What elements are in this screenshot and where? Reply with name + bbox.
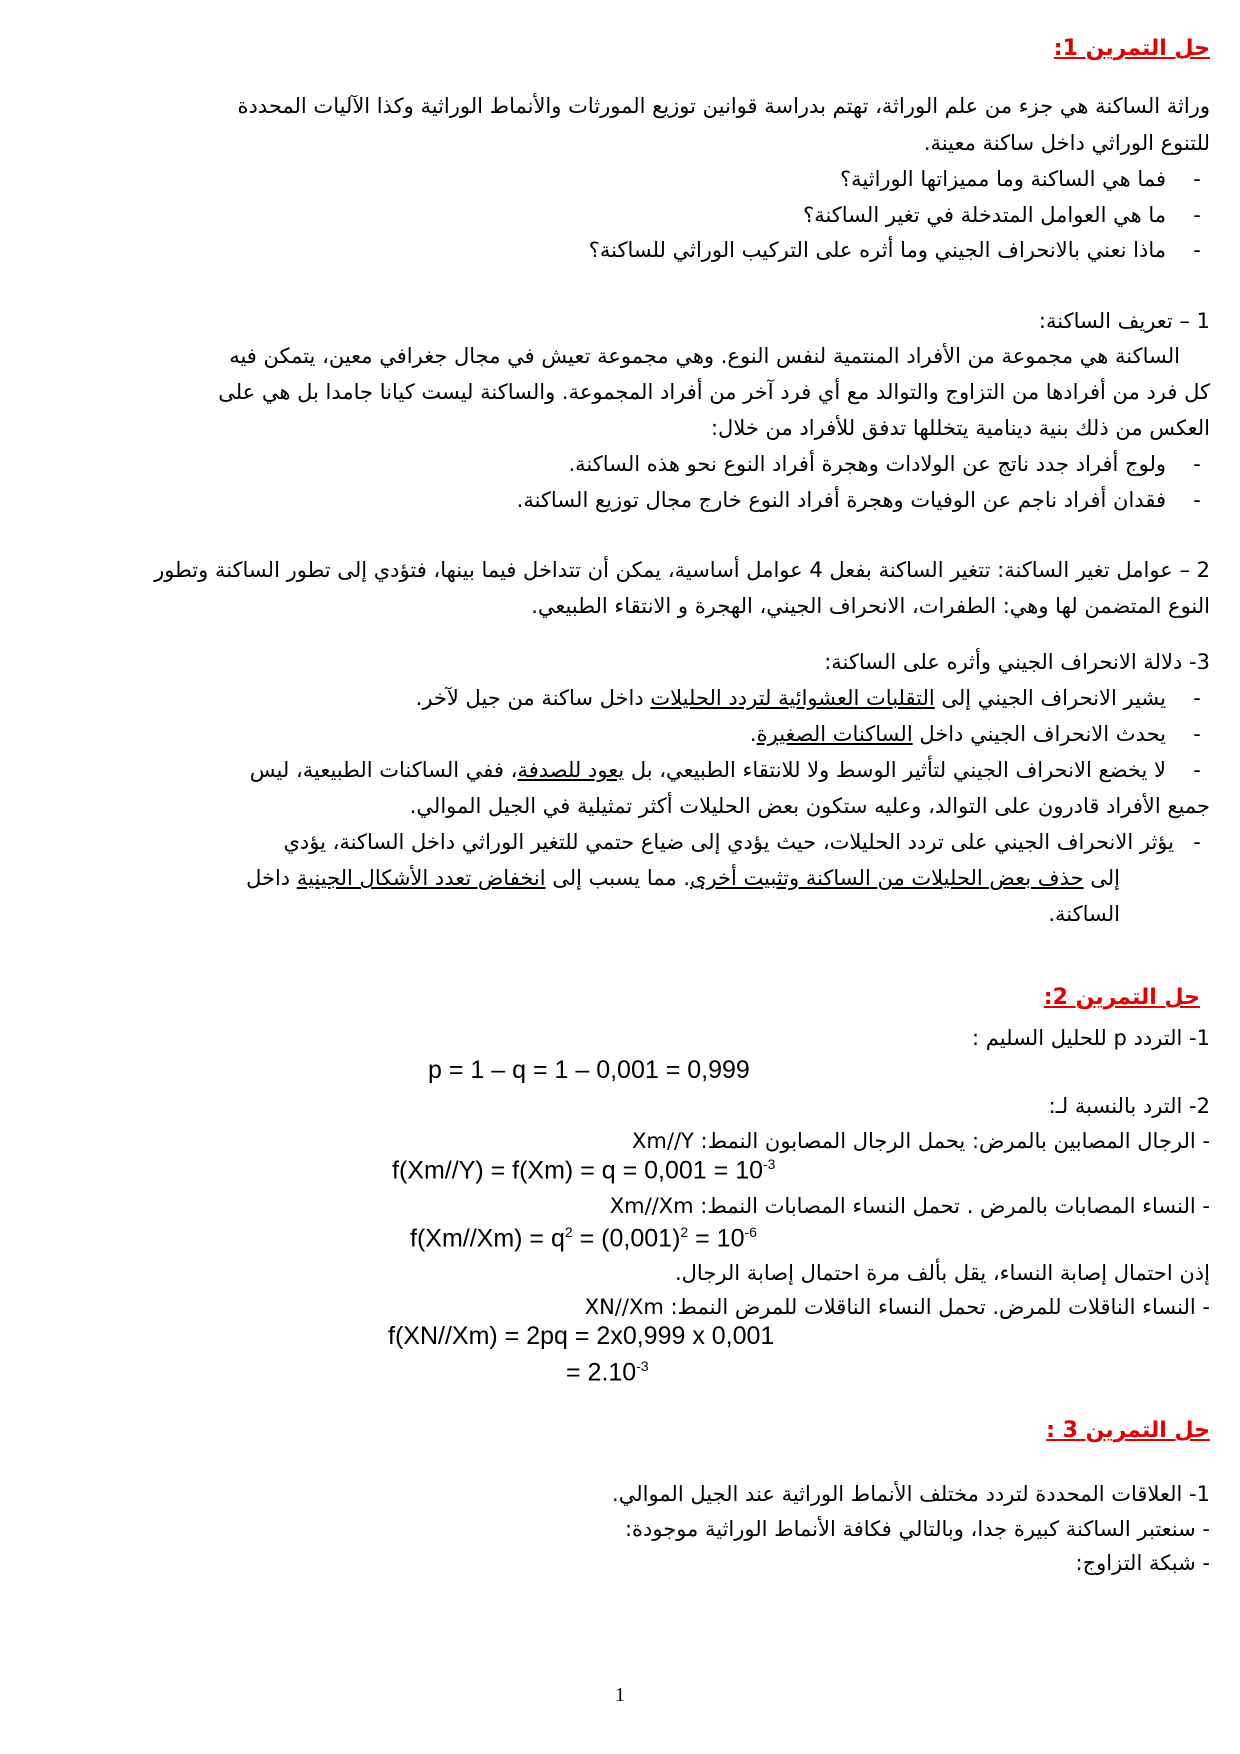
section-1-bullet-1: -ولوج أفراد جدد ناتج عن الولادات وهجرة أفراد النوع نحو هذه الساكنة. bbox=[568, 452, 1201, 476]
ex2-line-2: 2- الترد بالنسبة لـ: bbox=[1048, 1094, 1210, 1118]
ex2-line-4: - النساء المصابات بالمرض . تحمل النساء المصابات النمط: Xm//Xm bbox=[609, 1194, 1210, 1218]
section-3-bullet-3: -لا يخضع الانحراف الجيني لتأثير الوسط ولا للانتقاء الطبيعي، بل يعود للصدفة، ففي الساكنات الطبيعية، ليس bbox=[249, 758, 1201, 782]
ex2-line-5: إذن احتمال إصابة النساء، يقل بألف مرة احتمال إصابة الرجال. bbox=[675, 1261, 1210, 1285]
question-1: -فما هي الساكنة وما مميزاتها الوراثية؟ bbox=[840, 167, 1201, 191]
equation-women: $f(Xm//Xm) = q^2 = (0,001)^2 = 10^{-6}$ bbox=[410, 1224, 757, 1253]
question-3: -ماذا نعني بالانحراف الجيني وما أثره على التركيب الوراثي للساكنة؟ bbox=[588, 238, 1201, 262]
ex2-line-3: - الرجال المصابين بالمرض: يحمل الرجال المصابون النمط: Xm//Y bbox=[632, 1129, 1210, 1153]
ex2-line-6: - النساء الناقلات للمرض. تحمل النساء الناقلات للمرض النمط: XN//Xm bbox=[584, 1295, 1210, 1319]
exercise-3-title: حل التمرين 3 : bbox=[1046, 1418, 1210, 1443]
section-1-line-2: كل فرد من أفرادها من التزاوج والتوالد مع أي فرد آخر من أفراد المجموعة. والساكنة ليست كيانا جامدا بل هي على bbox=[218, 380, 1210, 404]
section-1-bullet-2: -فقدان أفراد ناجم عن الوفيات وهجرة أفراد النوع خارج مجال توزيع الساكنة. bbox=[516, 488, 1201, 512]
equation-carriers: f(XN//Xm) = 2pq = 2x0,999 x 0,001 bbox=[388, 1322, 775, 1350]
equation-men: $f(Xm//Y) = f(Xm) = q = 0,001 = 10^{-3}$ bbox=[392, 1156, 776, 1185]
section-3-bullet-3-line-2: جميع الأفراد قادرون على التوالد، وعليه ستكون بعض الحليلات أكثر تمثيلية في الجيل الموالي. bbox=[409, 794, 1210, 818]
intro-line-2: للتنوع الوراثي داخل ساكنة معينة. bbox=[923, 131, 1210, 155]
ex3-line-3: - شبكة التزاوج: bbox=[1075, 1551, 1210, 1575]
exercise-1-title: حل التمرين 1: bbox=[1053, 36, 1210, 61]
equation-carriers-result: = $2.10^{-3}$ bbox=[566, 1358, 649, 1387]
question-2: -ما هي العوامل المتدخلة في تغير الساكنة؟ bbox=[803, 203, 1201, 227]
section-3-bullet-2: -يحدث الانحراف الجيني داخل الساكنات الصغيرة. bbox=[749, 722, 1201, 746]
section-3-bullet-4: -يؤثر الانحراف الجيني على تردد الحليلات، حيث يؤدي إلى ضياع حتمي للتغير الوراثي داخل الساكنة، يؤدي bbox=[283, 830, 1201, 854]
page-number: 1 bbox=[615, 1684, 625, 1706]
ex3-line-2: - سنعتبر الساكنة كبيرة جدا، وبالتالي فكافة الأنماط الوراثية موجودة: bbox=[624, 1517, 1210, 1541]
ex2-line-1: 1- التردد p للحليل السليم : bbox=[972, 1026, 1210, 1050]
section-2-line-2: النوع المتضمن لها وهي: الطفرات، الانحراف الجيني، الهجرة و الانتقاء الطبيعي. bbox=[531, 594, 1210, 618]
section-1-line-1: الساكنة هي مجموعة من الأفراد المنتمية لنفس النوع. وهي مجموعة تعيش في مجال جغرافي معين، يتمكن فيه bbox=[229, 344, 1180, 368]
section-3-bullet-1: -يشير الانحراف الجيني إلى التقلبات العشوائية لتردد الحليلات داخل ساكنة من جيل لآخر. bbox=[415, 686, 1201, 710]
intro-line-1: وراثة الساكنة هي جزء من علم الوراثة، تهتم بدراسة قوانين توزيع المورثات والأنماط الوراثية وكذا الآليات المحددة bbox=[237, 94, 1210, 118]
section-1-title: 1 – تعريف الساكنة: bbox=[1038, 309, 1210, 333]
section-2-line-1: 2 – عوامل تغير الساكنة: تتغير الساكنة بفعل 4 عوامل أساسية، يمكن أن تتداخل فيما بينها، فتؤدي إلى تطور الساكنة وتطور bbox=[154, 558, 1210, 582]
ex3-line-1: 1- العلاقات المحددة لتردد مختلف الأنماط الوراثية عند الجيل الموالي. bbox=[612, 1482, 1210, 1506]
section-1-line-3: العكس من ذلك بنية دينامية يتخللها تدفق للأفراد من خلال: bbox=[710, 416, 1210, 440]
exercise-2-title: حل التمرين 2: bbox=[1043, 985, 1200, 1010]
section-3-bullet-4-line-3: الساكنة. bbox=[1048, 902, 1120, 926]
section-3-bullet-4-line-2: إلى حذف بعض الحليلات من الساكنة وتثبيت أخرى. مما يسبب إلى انخفاض تعدد الأشكال الجينية داخل bbox=[246, 866, 1120, 890]
section-3-title: 3- دلالة الانحراف الجيني وأثره على الساكنة: bbox=[824, 650, 1210, 674]
equation-p: p = 1 – q = 1 – 0,001 = 0,999 bbox=[428, 1056, 750, 1084]
